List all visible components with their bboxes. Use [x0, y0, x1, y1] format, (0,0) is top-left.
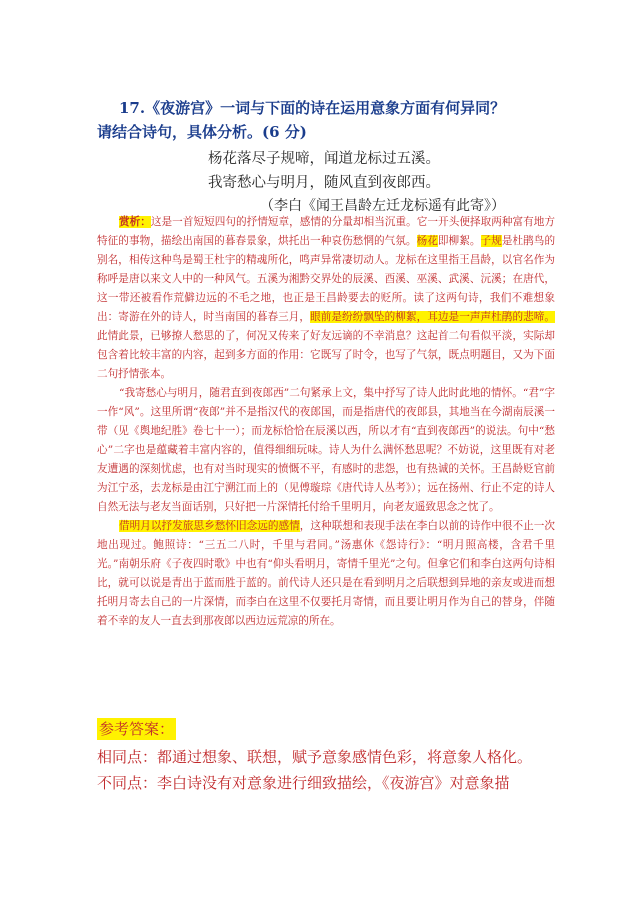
- analysis-paragraph-2: “我寄愁心与明月，随君直到夜郎西”二句紧承上文，集中抒写了诗人此时此地的情怀。“君”字一作“风”。这里所谓“夜郎”并不是指汉代的夜郎国，而是指唐代的夜郎县，其地当在今湖南辰溪一带（见《舆地纪胜》卷七十一）；而龙标恰恰在辰溪以西，所以才有“直到夜郎西”的说法。句中“愁心”二字也是蕴藏着丰富内容的，值得细细玩味。诗人为什么满怀愁思呢？不妨说，这里既有对老友遭遇的深刻忧虑，也有对当时现实的愤慨不平，有感时的悲怨，也有热诚的关怀。王昌龄贬官前为江宁丞，去龙标是由江宁溯江而上的（见傅璇琮《唐代诗人丛考》）；远在扬州、行止不定的诗人自然无法与老友当面话别，只好把一片深情托付给千里明月，向老友遥致思念之忱了。: [97, 387, 555, 513]
- highlight-yanghua: 杨花: [416, 235, 438, 247]
- highlight-imagery: 眼前是纷纷飘坠的柳絮，耳边是一声声杜鹃的悲啼。: [310, 311, 556, 323]
- analysis-text: 是杜鹃鸟的别名，相传这种鸟是蜀王杜宇的精魂所化，鸣声异常凄切动人。龙标在这里指王昌龄，以官名作为称呼是唐以来文人中的一种风气。五溪为湘黔交界处的辰溪、酉溪、巫溪、武溪、沅溪；在唐代，这一带还被看作荒僻边远的不毛之地，也正是王昌龄要去的贬所。读了这两句诗，我们不难想象出：寄游在外的诗人，时当南国的暮春三月，: [97, 235, 556, 323]
- answer-block: [97, 744, 567, 796]
- answer-diff: 不同点：李白诗没有对意象进行细致描绘，《夜游宫》对意象描: [97, 774, 510, 792]
- analysis-label: 赏析：: [119, 216, 151, 228]
- poem-attribution: （李白《闻王昌龄左迁龙标遥有此寄》）: [260, 198, 505, 214]
- question-block: [97, 96, 567, 144]
- analysis-text: 即柳絮。: [437, 235, 481, 247]
- answer-same: 相同点：都通过想象、联想，赋予意象感情色彩，将意象人格化。: [97, 748, 533, 766]
- analysis-paragraph-3: [97, 517, 555, 631]
- analysis-text: ，这种联想和表现手法在李白以前的诗作中很不止一次地出现过。鲍照诗：“三五二八时，千里与君同。”汤惠休《怨诗行》：“明月照高楼，含君千里光。”南朝乐府《子夜四时歌》中也有“仰头看明月，寄情千里光”之句。但拿它们和李白这两句诗相比，就可以说是青出于蓝而胜于蓝的。前代诗人还只是在看到明月之后联想到异地的亲友或进而想托明月寄去自己的一片深情，而李白在这里不仅要托月寄情，而且要让明月作为自己的替身，伴随着不幸的友人一直去到那夜郎以西边远荒凉的所在。: [97, 520, 555, 627]
- analysis-block: [97, 213, 555, 631]
- question-line-2: 请结合诗句，具体分析。(6 分): [97, 123, 307, 141]
- analysis-text: 此情此景，已够撩人愁思的了，何况又传来了好友远谪的不幸消息？这起首二句看似平淡，实际却包含着比较丰富的内容，起到多方面的作用：它既写了时令，也写了气氛，既点明题目，又为下面二句抒情张本。: [97, 330, 555, 380]
- highlight-moon-theme: 借明月以抒发旅思乡愁怀旧念远的感情: [119, 520, 300, 532]
- answer-title: 参考答案：: [99, 720, 175, 738]
- poem-line-1: 杨花落尽子规啼，闻道龙标过五溪。: [208, 151, 440, 167]
- analysis-paragraph-1: [97, 213, 555, 384]
- highlight-zigui: 子规: [480, 235, 502, 247]
- question-line-1: 17.《夜游宫》一词与下面的诗在运用意象方面有何异同？: [119, 99, 506, 117]
- analysis-text: 这是一首短短四句的抒情短章，感情的分量却相当沉重。它一开头便择取两种富有地方特征的事物，描绘出南国的暮春景象，烘托出一种哀伤愁惘的气氛。: [97, 216, 555, 247]
- poem-line-2: 我寄愁心与明月，随风直到夜郎西。: [208, 175, 440, 191]
